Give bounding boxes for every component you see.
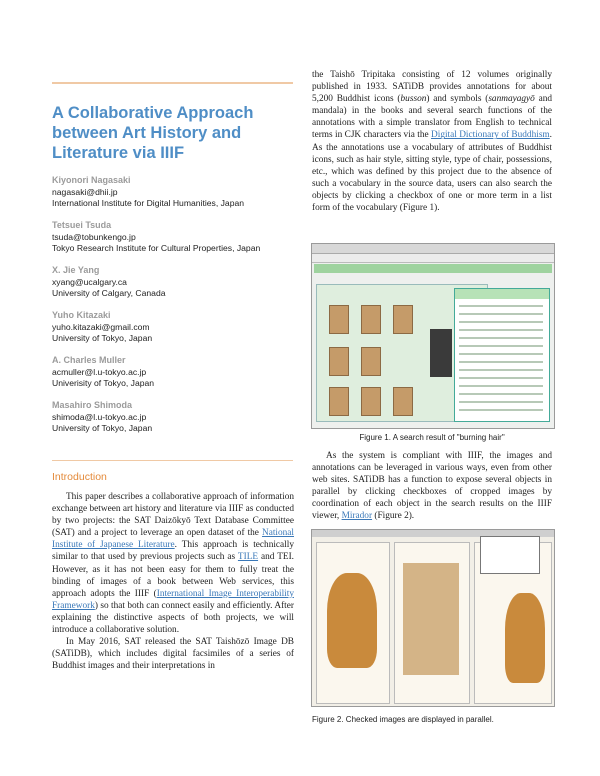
text-run: This paper describes a collaborative approach of information exchange between art history and literature via IIIF as conducted by two projects: the SAT Daizōkyō Text Database Committee (SAT) and a project to leverage an open dataset of the [52, 492, 294, 539]
result-thumbnail [393, 387, 413, 416]
text-run: As the system is compliant with IIIF, the images and annotations can be leveraged in various ways, even from other web sites. SATiDB has a function to expose several objects in parallel by clicking checkboxes of cropped images by coordination of each object in the search results on the IIIF viewer, [312, 451, 552, 522]
list-row [459, 345, 543, 347]
result-thumbnail [361, 387, 381, 416]
list-row [459, 409, 543, 411]
term-busson: busson [400, 94, 427, 105]
text-run: and mandala) in the books and several search functions of the annotations with a simple translator from English to technical terms in CJK characters via the [312, 94, 552, 141]
author-affiliation: Tokyo Research Institute for Cultural Properties, Japan [52, 243, 261, 253]
author-affiliation: University of Tokyo, Japan [52, 333, 153, 343]
text-run: . As the annotations use a vocabulary of attributes of Buddhist icons, such as hair style, sitting style, type of chair, possessions, etc., which was defined by this project due to the absence of such a vocabulary in the source data, users can also search the objects by clicking a checkbox of one or more term in a list form of the vocabulary (Figure 1). [312, 130, 552, 214]
intro-paragraph-1 [52, 491, 294, 636]
list-row [459, 305, 543, 307]
browser-bar [312, 244, 554, 254]
figure-2-screenshot [311, 529, 555, 707]
list-row [459, 393, 543, 395]
list-row [459, 377, 543, 379]
author-affiliation: Univerisity of Tokyo, Japan [52, 378, 155, 388]
author-email: tsuda@tobunkengo.jp [52, 231, 136, 242]
link-digital-dictionary-of-buddhism[interactable]: Digital Dictionary of Buddhism [431, 130, 550, 141]
author-affiliation: University of Tokyo, Japan [52, 423, 153, 433]
author-name: Kiyonori Nagasaki [52, 175, 131, 185]
text-run: ) so that both can connect easily and efficiently. After explaining the distinctive aspects of both projects, we will introduce a collaborative solution. [52, 600, 294, 636]
author-name: X. Jie Yang [52, 265, 100, 275]
viewer-frame [394, 542, 470, 704]
viewer-frame [316, 542, 390, 704]
result-thumbnail [329, 347, 349, 376]
link-tile[interactable]: TILE [237, 552, 259, 563]
text-run: the Taishō Tripitaka consisting of 12 volumes originally published in 1933. SATiDB provides annotations for about 5,200 Buddhist icons ( [312, 70, 552, 105]
list-row [459, 321, 543, 323]
dark-image-panel [430, 329, 452, 377]
result-thumbnail [329, 305, 349, 334]
buddhist-icon-image [327, 573, 377, 668]
figure-2-caption: Figure 2. Checked images are displayed in parallel. [312, 715, 494, 724]
author-email: shimoda@l.u-tokyo.ac.jp [52, 411, 147, 422]
right-column-body [312, 69, 552, 214]
text-run: and TEI. However, as it has not been easy for them to fully treat the binding of images of a book between Web services, this approach adopts the IIIF ( [52, 552, 294, 599]
vocabulary-list-panel [454, 288, 550, 422]
list-row [459, 313, 543, 315]
list-row [459, 329, 543, 331]
author-block [52, 220, 302, 255]
body-paragraph [312, 69, 552, 214]
author-block [52, 265, 302, 300]
introduction-body [52, 491, 294, 672]
figure-1-screenshot [311, 243, 555, 429]
author-block [52, 400, 302, 435]
author-email: nagasaki@dhii.jp [52, 186, 118, 197]
list-row [459, 401, 543, 403]
author-name: Yuho Kitazaki [52, 310, 111, 320]
search-header [314, 264, 552, 273]
author-email: yuho.kitazaki@gmail.com [52, 321, 150, 332]
text-run: . This approach is technically similar to that used by previous projects such as [52, 540, 294, 563]
intro-paragraph-2: In May 2016, SAT released the SAT Taishōzō Image DB (SATiDB), which includes digital facsimiles of a series of Buddhist images and their interpretations in [52, 637, 294, 672]
list-row [459, 385, 543, 387]
buddhist-icon-image [403, 563, 459, 675]
author-name: Tetsuei Tsuda [52, 220, 112, 230]
link-national-institute-japanese-literature[interactable]: National Institute of Japanese Literature [52, 528, 294, 551]
body-paragraph [312, 450, 552, 523]
term-sanmayagyo: sanmayagyō [488, 94, 535, 105]
top-rule [52, 82, 293, 84]
author-affiliation: University of Calgary, Canada [52, 288, 166, 298]
result-thumbnail [361, 305, 381, 334]
list-row [459, 361, 543, 363]
author-name: A. Charles Muller [52, 355, 126, 365]
list-row [459, 337, 543, 339]
right-column-body-2 [312, 450, 552, 523]
author-list [52, 175, 302, 445]
author-email: xyang@ucalgary.ca [52, 276, 127, 287]
result-thumbnail [329, 387, 349, 416]
figure-1-caption: Figure 1. A search result of "burning hair" [359, 433, 505, 442]
author-block [52, 355, 302, 390]
list-row [459, 353, 543, 355]
section-heading-introduction: Introduction [52, 471, 107, 483]
author-affiliation: International Institute for Digital Humanities, Japan [52, 198, 245, 208]
text-run: (Figure 2). [372, 511, 415, 522]
link-iiif[interactable]: International Image Interoperability Framework [52, 588, 294, 611]
section-rule [52, 460, 293, 461]
list-header [455, 289, 549, 299]
result-thumbnail [393, 305, 413, 334]
annotation-popup [480, 536, 540, 574]
buddhist-icon-image [505, 593, 545, 683]
author-block [52, 310, 302, 345]
toolbar-strip [312, 254, 554, 263]
text-run: ) and symbols ( [426, 94, 489, 105]
author-name: Masahiro Shimoda [52, 400, 133, 410]
author-email: acmuller@l.u-tokyo.ac.jp [52, 366, 147, 377]
result-thumbnail [361, 347, 381, 376]
author-block [52, 175, 302, 210]
paper-title: A Collaborative Approach between Art History and Literature via IIIF [52, 104, 254, 162]
list-row [459, 369, 543, 371]
link-mirador[interactable]: Mirador [341, 511, 373, 522]
